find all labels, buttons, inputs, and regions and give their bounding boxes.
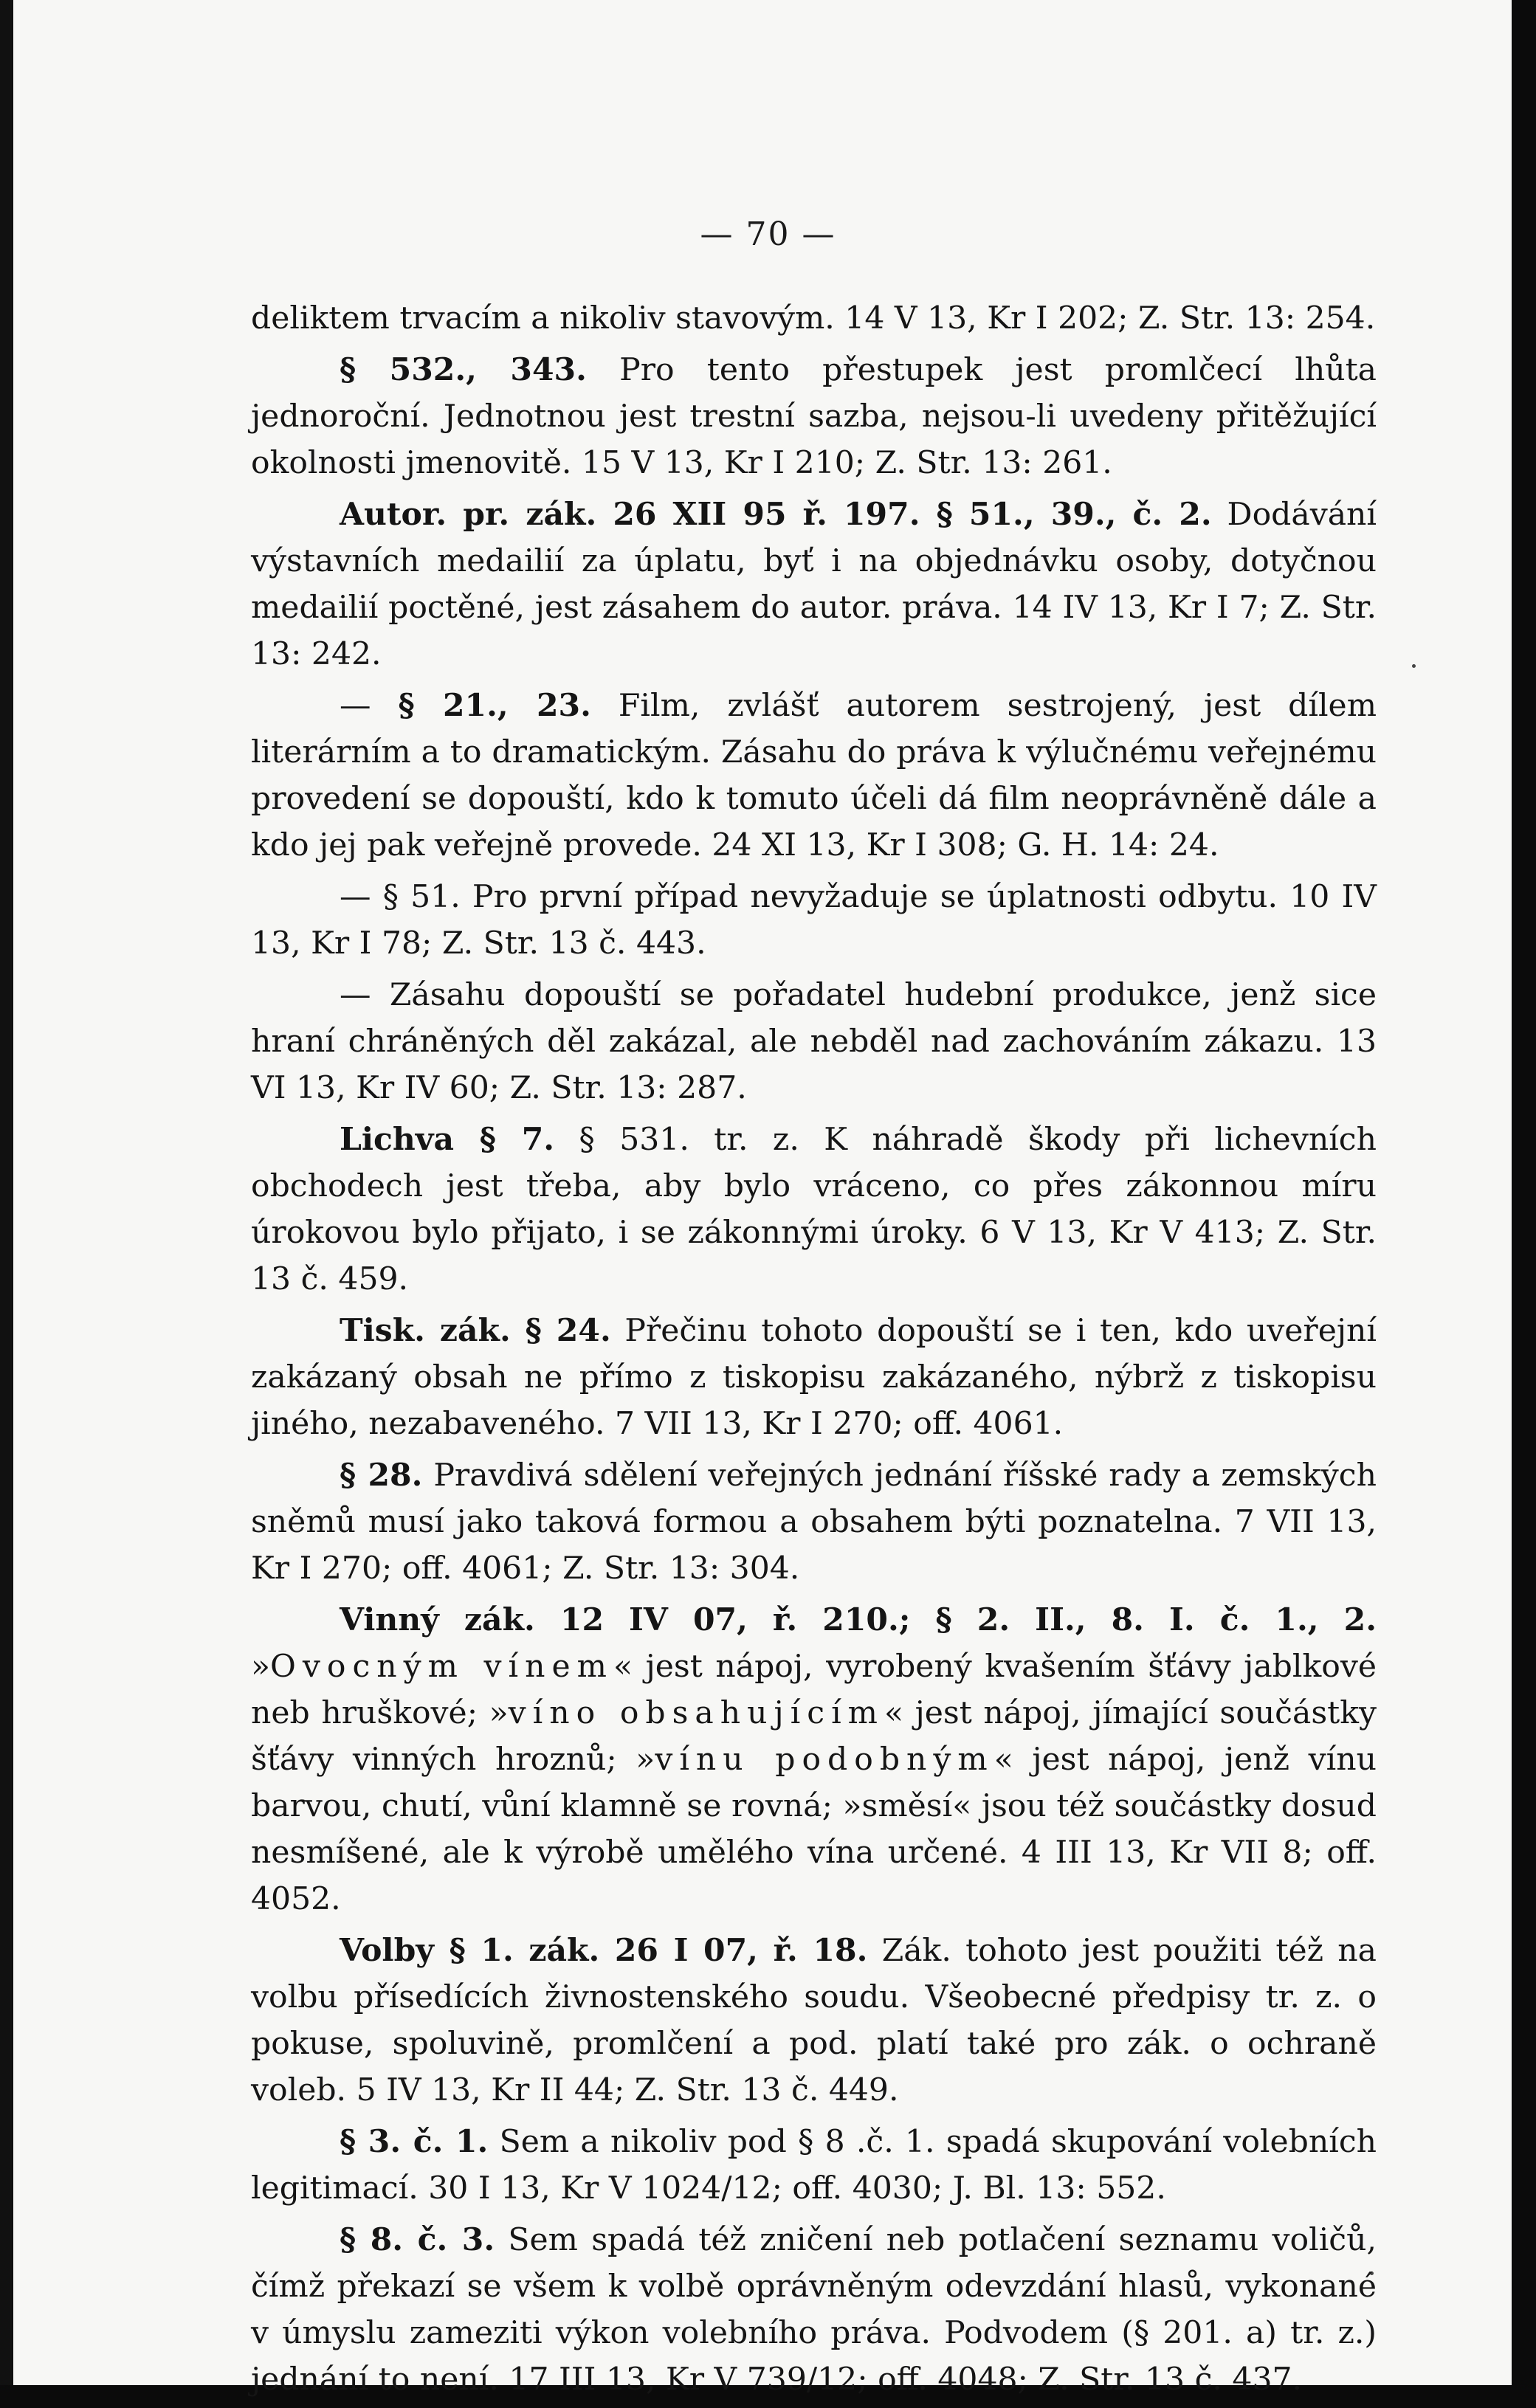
- paragraph-text: Sem a nikoliv pod § 8 .č. 1. spadá skupování volebních legitimací. 30 I 13, Kr V 1024/12; off. 4030; J. Bl. 13: 552.: [251, 2124, 1377, 2207]
- paragraph-heading: Tisk. zák. § 24.: [340, 1312, 611, 1349]
- paragraph: [251, 2119, 1377, 2212]
- paragraph-text: Dodávání výstavních medailií za úplatu, byť i na objednávku osoby, dotyčnou medailií poctěné, jest zásahem do autor. práva. 14 IV 13, Kr I 7; Z. Str. 13: 242.: [251, 497, 1377, 672]
- paragraph-text: deliktem trvacím a nikoliv stavovým. 14 V 13, Kr I 202; Z. Str. 13: 254.: [251, 300, 1376, 337]
- page-number: — 70 —: [700, 215, 836, 253]
- paragraph: [251, 1117, 1377, 1303]
- paragraph-text: Film, zvlášť autorem sestrojený, jest dílem literárním a to dramatickým. Zásahu do práva k výlučnému veřejnému provedení se dopouští, kdo k tomuto účeli dá film neoprávněně dále a kdo jej pak veřejně provede. 24 XI 13, Kr I 308; G. H. 14: 24.: [251, 688, 1377, 863]
- paragraph-text: « jest nápoj, vyrobený kvašením šťávy jablkové neb hruškové; »: [251, 1649, 1377, 1731]
- paragraph-heading: Volby § 1. zák. 26 I 07, ř. 18.: [340, 1932, 868, 1969]
- paragraph-text: — § 51. Pro první případ nevyžaduje se úplatnosti odbytu. 10 IV 13, Kr I 78; Z. Str. 13 č. 443.: [251, 879, 1377, 962]
- paragraph-text: »: [251, 1649, 271, 1685]
- paragraph-heading: § 532., 343.: [340, 351, 587, 388]
- paragraph: [251, 347, 1377, 486]
- paragraph-text: Sem spadá též zničení neb potlačení seznamu voličů, čímž překazí se všem k volbě oprávněným odevzdání hlasů, vykonané v úmyslu zameziti výkon volebního práva. Podvodem (§ 201. a) tr. z.) jednání to není. 17 III 13, Kr V 739/12; off. 4048; Z. Str. 13 č. 437.: [251, 2222, 1377, 2398]
- body-text: [251, 295, 1377, 2408]
- scan-border: [0, 0, 13, 2385]
- paragraph: [251, 1308, 1377, 1447]
- paragraph: [251, 874, 1377, 967]
- paragraph-heading: Lichva § 7.: [340, 1121, 555, 1158]
- spaced-term: vínu podobným: [655, 1742, 994, 1778]
- paragraph-text: § 531. tr. z. K náhradě škody při lichevních obchodech jest třeba, aby bylo vráceno, co přes zákonnou míru úrokovou bylo přijato, i se zákonnými úroky. 6 V 13, Kr V 413; Z. Str. 13 č. 459.: [251, 1122, 1377, 1297]
- paragraph: [251, 1452, 1377, 1592]
- paragraph-text: Pro tento přestupek jest promlčecí lhůta jednoroční. Jednotnou jest trestní sazba, nejsou-li uvedeny přitěžující okolnosti jmenovitě. 15 V 13, Kr I 210; Z. Str. 13: 261.: [251, 352, 1377, 481]
- paragraph: [251, 683, 1377, 869]
- paragraph-text: Pravdivá sdělení veřejných jednání říšské rady a zemských sněmů musí jako taková formou a obsahem býti poznatelna. 7 VII 13, Kr I 270; off. 4061; Z. Str. 13: 304.: [251, 1457, 1377, 1587]
- scan-speck: [1412, 664, 1416, 668]
- spaced-term: víno obsahujícím: [508, 1695, 884, 1731]
- paragraph-heading: § 3. č. 1.: [340, 2123, 489, 2160]
- paragraph-heading: § 21., 23.: [398, 687, 591, 724]
- paragraph: [251, 1928, 1377, 2114]
- paragraph-heading: § 28.: [340, 1457, 423, 1494]
- paragraph: [251, 972, 1377, 1111]
- paragraph-text: — Zásahu dopouští se pořadatel hudební produkce, jenž sice hraní chráněných děl zakázal, ale nebděl nad zachováním zákazu. 13 VI 13, Kr IV 60; Z. Str. 13: 287.: [251, 977, 1377, 1106]
- paragraph-heading: § 8. č. 3.: [340, 2221, 495, 2258]
- paragraph-text: « jest nápoj, jímající součástky šťávy vinných hroznů; »: [251, 1695, 1377, 1778]
- paragraph: [251, 1597, 1377, 1922]
- spaced-term: Ovocným vínem: [270, 1649, 613, 1685]
- paragraph-text: —: [340, 688, 399, 724]
- paragraph: [251, 295, 1377, 342]
- paragraph-text: Přečinu tohoto dopouští se i ten, kdo uveřejní zakázaný obsah ne přímo z tiskopisu zakázaného, nýbrž z tiskopisu jiného, nezabaveného. 7 VII 13, Kr I 270; off. 4061.: [251, 1313, 1377, 1442]
- paragraph-heading: Vinný zák. 12 IV 07, ř. 210.; § 2. II., 8. I. č. 1., 2.: [340, 1601, 1377, 1638]
- paragraph-heading: Autor. pr. zák. 26 XII 95 ř. 197. § 51., 39., č. 2.: [340, 496, 1212, 533]
- paragraph: [251, 491, 1377, 677]
- paragraph-text: « jest nápoj, jenž vínu barvou, chutí, vůní klamně se rovná; »směsí« jsou též součástky dosud nesmíšené, ale k výrobě umělého vína určené. 4 III 13, Kr VII 8; off. 4052.: [251, 1742, 1377, 1917]
- paragraph-text: Zák. tohoto jest použiti též na volbu přísedících živnostenského soudu. Všeobecné předpisy tr. z. o pokuse, spoluvině, promlčení a pod. platí také pro zák. o ochraně voleb. 5 IV 13, Kr II 44; Z. Str. 13 č. 449.: [251, 1933, 1377, 2108]
- paragraph: [251, 2217, 1377, 2403]
